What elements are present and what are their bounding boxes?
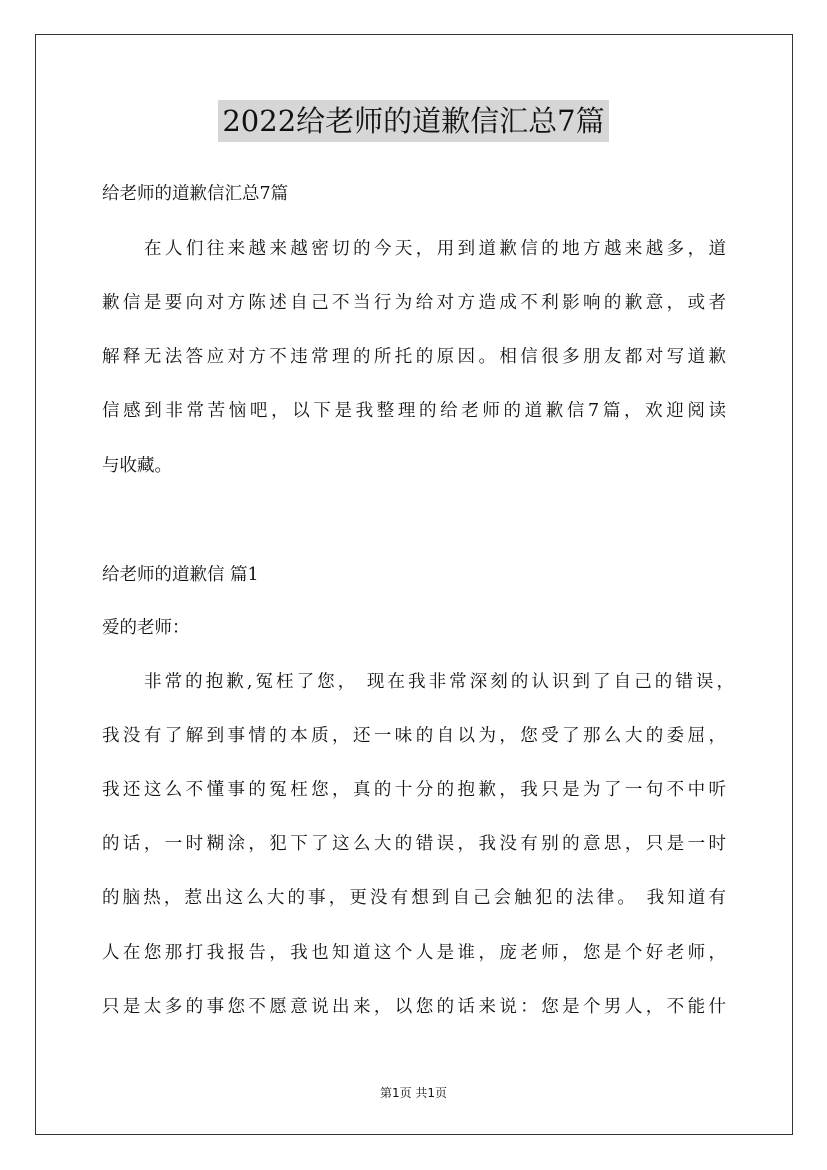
intro-line: 在人们往来越来越密切的今天，用到道歉信的地方越来越多，道 xyxy=(144,239,726,259)
intro-line: 歉信是要向对方陈述自己不当行为给对方造成不利影响的歉意，或者 xyxy=(102,293,726,313)
body-line: 人在您那打我报告，我也知道这个人是谁，庞老师，您是个好老师， xyxy=(102,943,726,963)
document-title xyxy=(0,100,827,142)
body-line: 的脑热，惹出这么大的事，更没有想到自己会触犯的法律。 我知道有 xyxy=(102,888,726,908)
body-line: 非常的抱歉,冤枉了您， 现在我非常深刻的认识到了自己的错误， xyxy=(144,672,734,692)
body-line: 我还这么不懂事的冤枉您，真的十分的抱歉，我只是为了一句不中听 xyxy=(102,780,726,800)
document-title-text: 2022给老师的道歉信汇总7篇 xyxy=(218,100,608,142)
page-footer: 第1页 共1页 xyxy=(379,1086,448,1100)
intro-line: 信感到非常苦恼吧，以下是我整理的给老师的道歉信7篇，欢迎阅读 xyxy=(102,401,726,421)
body-line: 只是太多的事您不愿意说出来，以您的话来说：您是个男人，不能什 xyxy=(102,997,726,1017)
intro-line: 与收藏。 xyxy=(102,456,172,476)
intro-line: 解释无法答应对方不违常理的所托的原因。相信很多朋友都对写道歉 xyxy=(102,347,726,367)
salutation: 爱的老师： xyxy=(102,618,190,638)
document-subtitle: 给老师的道歉信汇总7篇 xyxy=(102,184,289,204)
body-line: 我没有了解到事情的本质，还一味的自以为，您受了那么大的委屈， xyxy=(102,726,726,746)
section-heading: 给老师的道歉信 篇1 xyxy=(102,565,259,585)
body-line: 的话，一时糊涂，犯下了这么大的错误，我没有别的意思，只是一时 xyxy=(102,834,726,854)
